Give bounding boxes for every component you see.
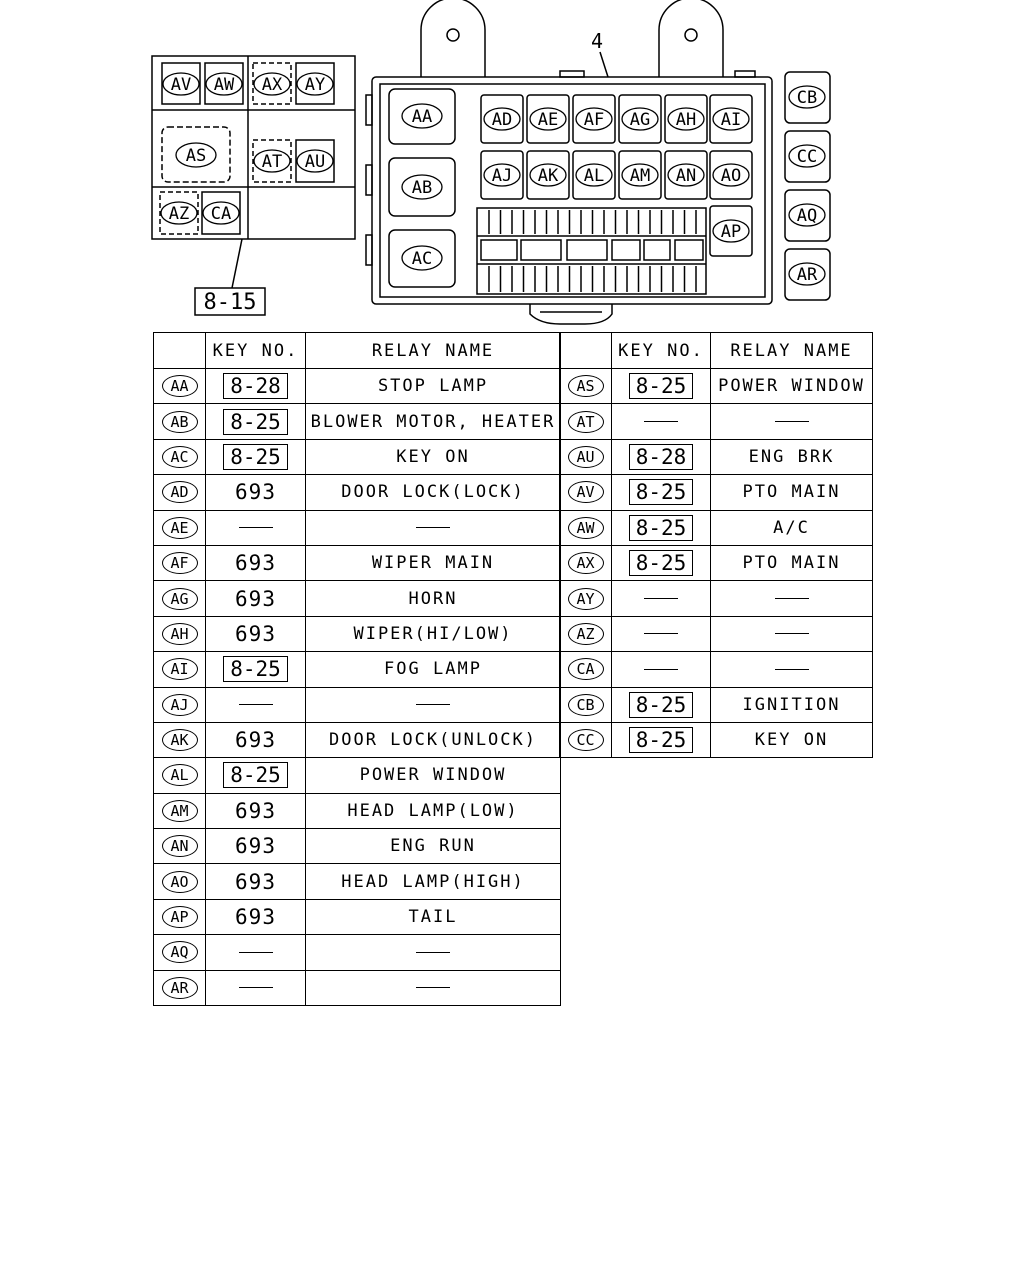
table-row: [154, 758, 561, 793]
relay-id-cell: [560, 687, 612, 722]
relay-label-text: CC: [796, 147, 818, 167]
relay-name: ENG BRK: [748, 446, 835, 467]
table-header-row: [154, 333, 561, 369]
relay-id: AM: [162, 800, 198, 822]
relay-id: AZ: [568, 623, 604, 645]
relay-label-text: AK: [537, 166, 559, 186]
relay-id: AN: [162, 835, 198, 857]
key-no-cell: [612, 369, 711, 404]
key-no-reference: 8-25: [223, 656, 288, 682]
relay-label-text: AP: [720, 222, 742, 242]
relay-id-cell: [560, 581, 612, 616]
relay-id: AA: [162, 375, 198, 397]
relay-name-cell: [306, 687, 561, 722]
table-row: [560, 439, 873, 474]
relay-name-cell: [306, 935, 561, 970]
key-no: 693: [235, 480, 276, 505]
relay-name-cell: [711, 475, 873, 510]
header-key-no: KEY NO.: [206, 333, 306, 369]
relay-name-cell: [306, 652, 561, 687]
relay-label-text: AX: [261, 75, 283, 95]
relay-label-text: AM: [629, 166, 651, 186]
key-no-reference: 8-25: [629, 550, 694, 576]
key-no: 693: [235, 728, 276, 753]
key-no-cell: [206, 970, 306, 1005]
relay-id: CC: [568, 729, 604, 751]
relay-id-cell: [560, 545, 612, 580]
relay-name: WIPER(HI/LOW): [353, 623, 513, 644]
key-no-cell: [206, 899, 306, 934]
relay-id-cell: [154, 899, 206, 934]
relay-name: STOP LAMP: [377, 376, 489, 397]
relay-id: AO: [162, 871, 198, 893]
relay-table-right: [559, 332, 873, 758]
relay-label-text: AO: [720, 166, 742, 186]
relay-name-cell: [711, 581, 873, 616]
empty-dash: [775, 633, 809, 634]
key-no-reference: 8-25: [629, 515, 694, 541]
relay-id-cell: [560, 722, 612, 757]
relay-id: AD: [162, 481, 198, 503]
table-row: [154, 404, 561, 439]
relay-label-text: AN: [675, 166, 697, 186]
relay-id: AC: [162, 446, 198, 468]
key-no: 693: [235, 586, 276, 611]
table-row: [154, 616, 561, 651]
relay-id: AF: [162, 552, 198, 574]
key-no-cell: [612, 652, 711, 687]
relay-id: AV: [568, 481, 604, 503]
table-row: [154, 793, 561, 828]
relay-id-cell: [154, 616, 206, 651]
key-no-reference: 8-25: [223, 762, 288, 788]
relay-name-cell: [306, 864, 561, 899]
relay-id: AL: [162, 764, 198, 786]
relay-id: AB: [162, 411, 198, 433]
empty-dash: [416, 952, 450, 953]
key-no: 693: [235, 869, 276, 894]
table-row: [154, 687, 561, 722]
key-no-cell: [612, 581, 711, 616]
relay-id-cell: [154, 404, 206, 439]
relay-id: CB: [568, 694, 604, 716]
relay-id: AR: [162, 977, 198, 999]
relay-name-cell: [306, 404, 561, 439]
relay-id-cell: [154, 758, 206, 793]
table-row: [154, 652, 561, 687]
relay-name: KEY ON: [754, 730, 829, 751]
relay-name-cell: [306, 581, 561, 616]
callout-4: 4: [590, 29, 604, 53]
relay-name-cell: [306, 970, 561, 1005]
relay-name: ENG RUN: [390, 836, 476, 857]
key-no-reference: 8-28: [629, 444, 694, 470]
relay-name: POWER WINDOW: [359, 765, 507, 786]
table-row: [154, 581, 561, 616]
key-no-cell: [206, 475, 306, 510]
key-no-reference: 8-25: [629, 373, 694, 399]
relay-label-text: AV: [170, 75, 192, 95]
table-row: [560, 616, 873, 651]
relay-label-text: AL: [583, 166, 605, 186]
key-no-reference: 8-28: [223, 373, 288, 399]
empty-dash: [239, 952, 273, 953]
header-relay-name: RELAY NAME: [306, 333, 561, 369]
header-relay-name: RELAY NAME: [711, 333, 873, 369]
relay-name-cell: [711, 687, 873, 722]
relay-id-cell: [560, 475, 612, 510]
relay-name-cell: [711, 510, 873, 545]
relay-id-cell: [154, 545, 206, 580]
relay-id: AH: [162, 623, 198, 645]
header-key-no: KEY NO.: [612, 333, 711, 369]
table-row: [560, 687, 873, 722]
table-row: [154, 864, 561, 899]
relay-name: POWER WINDOW: [718, 376, 865, 397]
relay-id: AY: [568, 588, 604, 610]
relay-name: BLOWER MOTOR, HEATER: [310, 411, 556, 432]
relay-id-cell: [154, 829, 206, 864]
relay-name: KEY ON: [396, 446, 470, 467]
relay-name: FOG LAMP: [384, 659, 482, 680]
table-row: [560, 404, 873, 439]
relay-label-text: AS: [185, 146, 207, 166]
relay-name-cell: [306, 758, 561, 793]
key-no-cell: [612, 439, 711, 474]
empty-dash: [775, 421, 809, 422]
relay-id-cell: [560, 439, 612, 474]
empty-dash: [775, 669, 809, 670]
key-no-reference: 8-25: [223, 444, 288, 470]
relay-name-cell: [711, 545, 873, 580]
relay-id-cell: [154, 475, 206, 510]
key-no-cell: [612, 510, 711, 545]
empty-dash: [644, 669, 678, 670]
empty-dash: [416, 987, 450, 988]
relay-name-cell: [306, 793, 561, 828]
key-no-cell: [206, 404, 306, 439]
table-row: [560, 652, 873, 687]
relay-id: AP: [162, 906, 198, 928]
relay-name-cell: [711, 439, 873, 474]
relay-label-text: AH: [675, 110, 697, 130]
empty-dash: [644, 421, 678, 422]
relay-id: AQ: [162, 941, 198, 963]
relay-name-cell: [306, 722, 561, 757]
key-no: 693: [235, 905, 276, 930]
table-row: [560, 510, 873, 545]
key-no-cell: [206, 652, 306, 687]
key-no-cell: [206, 581, 306, 616]
key-no-cell: [206, 510, 306, 545]
relay-id-cell: [154, 793, 206, 828]
relay-name: DOOR LOCK(LOCK): [341, 482, 525, 503]
key-no-reference: 8-25: [223, 409, 288, 435]
relay-name-cell: [711, 369, 873, 404]
relay-label-text: AB: [411, 178, 433, 198]
key-no-cell: [206, 616, 306, 651]
relay-name: DOOR LOCK(UNLOCK): [329, 730, 537, 751]
relay-name-cell: [711, 722, 873, 757]
relay-id-cell: [560, 369, 612, 404]
table-row: [154, 722, 561, 757]
relay-id: AJ: [162, 694, 198, 716]
header-id: [560, 333, 612, 369]
relay-name-cell: [306, 369, 561, 404]
table-row: [154, 475, 561, 510]
relay-id-cell: [154, 935, 206, 970]
table-row: [560, 369, 873, 404]
relay-label-text: CB: [796, 88, 818, 108]
relay-name-cell: [711, 652, 873, 687]
table-row: [560, 722, 873, 757]
relay-label-text: AJ: [491, 166, 513, 186]
key-no-cell: [206, 439, 306, 474]
table-row: [154, 935, 561, 970]
relay-label-text: AG: [629, 110, 651, 130]
relay-label-text: AW: [213, 75, 235, 95]
table-row: [154, 510, 561, 545]
table-row: [560, 545, 873, 580]
relay-label-text: AQ: [796, 206, 818, 226]
key-no-cell: [206, 687, 306, 722]
relay-id-cell: [154, 722, 206, 757]
callout-8-15: 8-15: [203, 290, 257, 315]
relay-label-text: AT: [261, 152, 283, 172]
relay-id: AG: [162, 588, 198, 610]
relay-name: PTO MAIN: [742, 482, 841, 503]
relay-id: CA: [568, 658, 604, 680]
relay-name: PTO MAIN: [742, 553, 841, 574]
table-row: [560, 581, 873, 616]
relay-label-text: AD: [491, 110, 513, 130]
key-no-cell: [206, 829, 306, 864]
relay-id-cell: [154, 510, 206, 545]
key-no-cell: [206, 935, 306, 970]
key-no-cell: [612, 545, 711, 580]
relay-id-cell: [154, 581, 206, 616]
relay-name-cell: [306, 899, 561, 934]
relay-id-cell: [560, 652, 612, 687]
key-no-cell: [612, 616, 711, 651]
key-no-reference: 8-25: [629, 692, 694, 718]
relay-id: AU: [568, 446, 604, 468]
empty-dash: [644, 598, 678, 599]
relay-id: AT: [568, 411, 604, 433]
empty-dash: [239, 987, 273, 988]
table-row: [154, 829, 561, 864]
relay-label-text: AR: [796, 265, 818, 285]
relay-id-cell: [560, 616, 612, 651]
relay-name-cell: [711, 616, 873, 651]
relay-name-cell: [306, 510, 561, 545]
relay-label-text: CA: [210, 204, 232, 224]
key-no-cell: [612, 687, 711, 722]
key-no-cell: [206, 545, 306, 580]
table-row: [154, 369, 561, 404]
table-header-row: [560, 333, 873, 369]
relay-table-left: [153, 332, 561, 1006]
empty-dash: [239, 704, 273, 705]
relay-id: AW: [568, 517, 604, 539]
relay-label-text: AY: [304, 75, 326, 95]
relay-name: IGNITION: [742, 694, 841, 715]
key-no: 693: [235, 798, 276, 823]
key-no-cell: [206, 369, 306, 404]
relay-name-cell: [306, 439, 561, 474]
key-no-cell: [612, 475, 711, 510]
table-row: [154, 899, 561, 934]
relay-label-text: AZ: [168, 204, 190, 224]
key-no: 693: [235, 621, 276, 646]
key-no-reference: 8-25: [629, 727, 694, 753]
relay-name: HORN: [408, 588, 458, 609]
relay-id-cell: [154, 439, 206, 474]
relay-label-text: AA: [411, 107, 433, 127]
key-no: 693: [235, 551, 276, 576]
relay-id-cell: [560, 404, 612, 439]
relay-id: AK: [162, 729, 198, 751]
relay-id-cell: [154, 652, 206, 687]
relay-id: AI: [162, 658, 198, 680]
key-no: 693: [235, 834, 276, 859]
relay-label-text: AU: [304, 152, 326, 172]
relay-name-cell: [306, 616, 561, 651]
relay-id-cell: [154, 970, 206, 1005]
empty-dash: [239, 527, 273, 528]
empty-dash: [416, 527, 450, 528]
relay-name-cell: [306, 829, 561, 864]
key-no-cell: [206, 793, 306, 828]
key-no-cell: [206, 758, 306, 793]
relay-name: HEAD LAMP(LOW): [347, 800, 519, 821]
key-no-reference: 8-25: [629, 479, 694, 505]
relay-name: WIPER MAIN: [371, 553, 495, 574]
key-no-cell: [206, 722, 306, 757]
relay-name: A/C: [773, 517, 810, 538]
empty-dash: [775, 598, 809, 599]
relay-name-cell: [711, 404, 873, 439]
key-no-cell: [612, 722, 711, 757]
relay-label-text: AI: [720, 110, 742, 130]
relay-id-cell: [560, 510, 612, 545]
relay-label-text: AF: [583, 110, 605, 130]
relay-name: HEAD LAMP(HIGH): [341, 871, 525, 892]
relay-label-text: AC: [411, 249, 433, 269]
table-row: [154, 970, 561, 1005]
relay-name-cell: [306, 475, 561, 510]
relay-id: AX: [568, 552, 604, 574]
empty-dash: [416, 704, 450, 705]
key-no-cell: [206, 864, 306, 899]
relay-id: AE: [162, 517, 198, 539]
relay-id-cell: [154, 369, 206, 404]
relay-name-cell: [306, 545, 561, 580]
table-row: [560, 475, 873, 510]
header-id: [154, 333, 206, 369]
table-row: [154, 439, 561, 474]
empty-dash: [644, 633, 678, 634]
relay-name: TAIL: [408, 907, 458, 928]
relay-id-cell: [154, 864, 206, 899]
key-no-cell: [612, 404, 711, 439]
relay-id: AS: [568, 375, 604, 397]
relay-id-cell: [154, 687, 206, 722]
table-row: [154, 545, 561, 580]
relay-label-text: AE: [537, 110, 559, 130]
